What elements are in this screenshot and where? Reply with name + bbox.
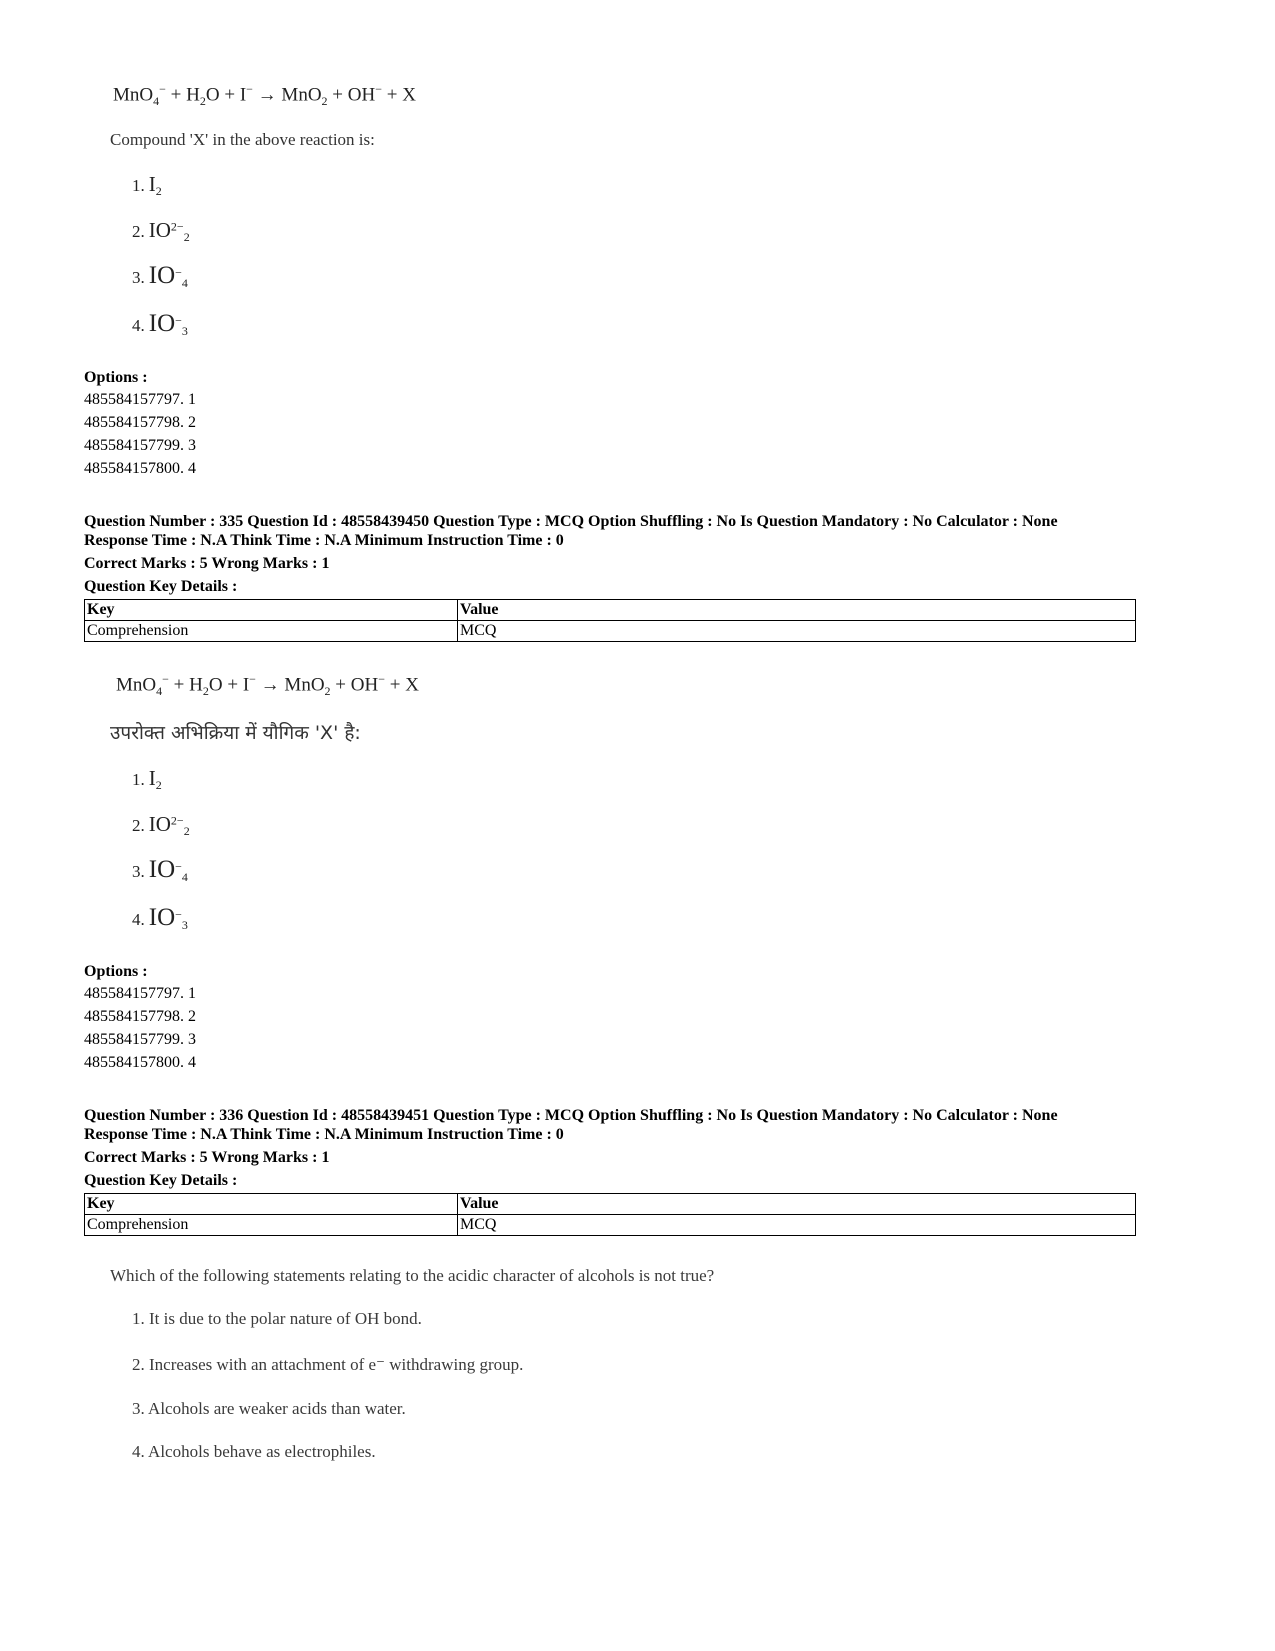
option-item: 485584157800. 4 [84, 460, 196, 477]
image-option-4: 4. $IO^-_3$ [132, 904, 188, 933]
image-option-1: 1. $I_2$ [132, 766, 162, 793]
option-item: 485584157798. 2 [84, 1008, 196, 1025]
options-list [84, 982, 196, 1074]
image-option-2: 2. $IO^{2-}_2$ [132, 812, 190, 839]
statement-3: 3. Alcohols are weaker acids than water. [132, 1399, 406, 1418]
reaction-equation: $MnO_4^- + H_2O + I^- \to MnO_2 + OH^- + X$ [116, 672, 419, 699]
table-row: Comprehension MCQ [85, 621, 1136, 642]
question-335-marks: Correct Marks : 5 Wrong Marks : 1 [84, 555, 330, 572]
question-text: Which of the following statements relating to the acidic character of alcohols is not true? [110, 1266, 715, 1285]
question-336-marks: Correct Marks : 5 Wrong Marks : 1 [84, 1149, 330, 1166]
table-row: Comprehension MCQ [85, 1215, 1136, 1236]
reaction-equation: $MnO_4^- + H_2O + I^- \to MnO_2 + OH^- + X$ [113, 82, 416, 109]
image-option-3: 3. $IO^-_4$ [132, 856, 188, 885]
question-336-key-table [84, 1193, 1136, 1236]
statement-2: 2. Increases with an attachment of e⁻ withdrawing group. [132, 1355, 524, 1374]
question-335-header: Question Number : 335 Question Id : 48558439450 Question Type : MCQ Option Shuffling : No Is Question Mandatory : No Calculator : None Response Time : N.A Think Time : N.A Minimum Instruction Time : 0 [84, 513, 1058, 549]
question-336-header: Question Number : 336 Question Id : 48558439451 Question Type : MCQ Option Shuffling : No Is Question Mandatory : No Calculator : None Response Time : N.A Think Time : N.A Minimum Instruction Time : 0 [84, 1107, 1058, 1143]
question-336-key-details: Question Key Details : [84, 1172, 238, 1189]
image-option-2: 2. $IO^{2-}_2$ [132, 218, 190, 245]
options-label: Options : [84, 963, 148, 980]
options-label: Options : [84, 369, 148, 386]
question-text-hindi: उपरोक्त अभिक्रिया में यौगिक 'X' है: [110, 722, 361, 744]
statement-1: 1. It is due to the polar nature of OH bond. [132, 1309, 422, 1328]
question-335-key-details: Question Key Details : [84, 578, 238, 595]
image-option-1: 1. $I_2$ [132, 172, 162, 199]
question-text: Compound 'X' in the above reaction is: [110, 130, 375, 149]
table-header-row: Key Value [85, 600, 1136, 621]
question-335-key-table [84, 599, 1136, 642]
option-item: 485584157797. 1 [84, 391, 196, 408]
image-option-4: 4. $IO^-_3$ [132, 310, 188, 339]
option-item: 485584157800. 4 [84, 1054, 196, 1071]
option-item: 485584157797. 1 [84, 985, 196, 1002]
option-item: 485584157799. 3 [84, 437, 196, 454]
table-header-row: Key Value [85, 1194, 1136, 1215]
statement-4: 4. Alcohols behave as electrophiles. [132, 1442, 376, 1461]
options-list [84, 388, 196, 480]
option-item: 485584157798. 2 [84, 414, 196, 431]
image-option-3: 3. $IO^-_4$ [132, 262, 188, 291]
option-item: 485584157799. 3 [84, 1031, 196, 1048]
